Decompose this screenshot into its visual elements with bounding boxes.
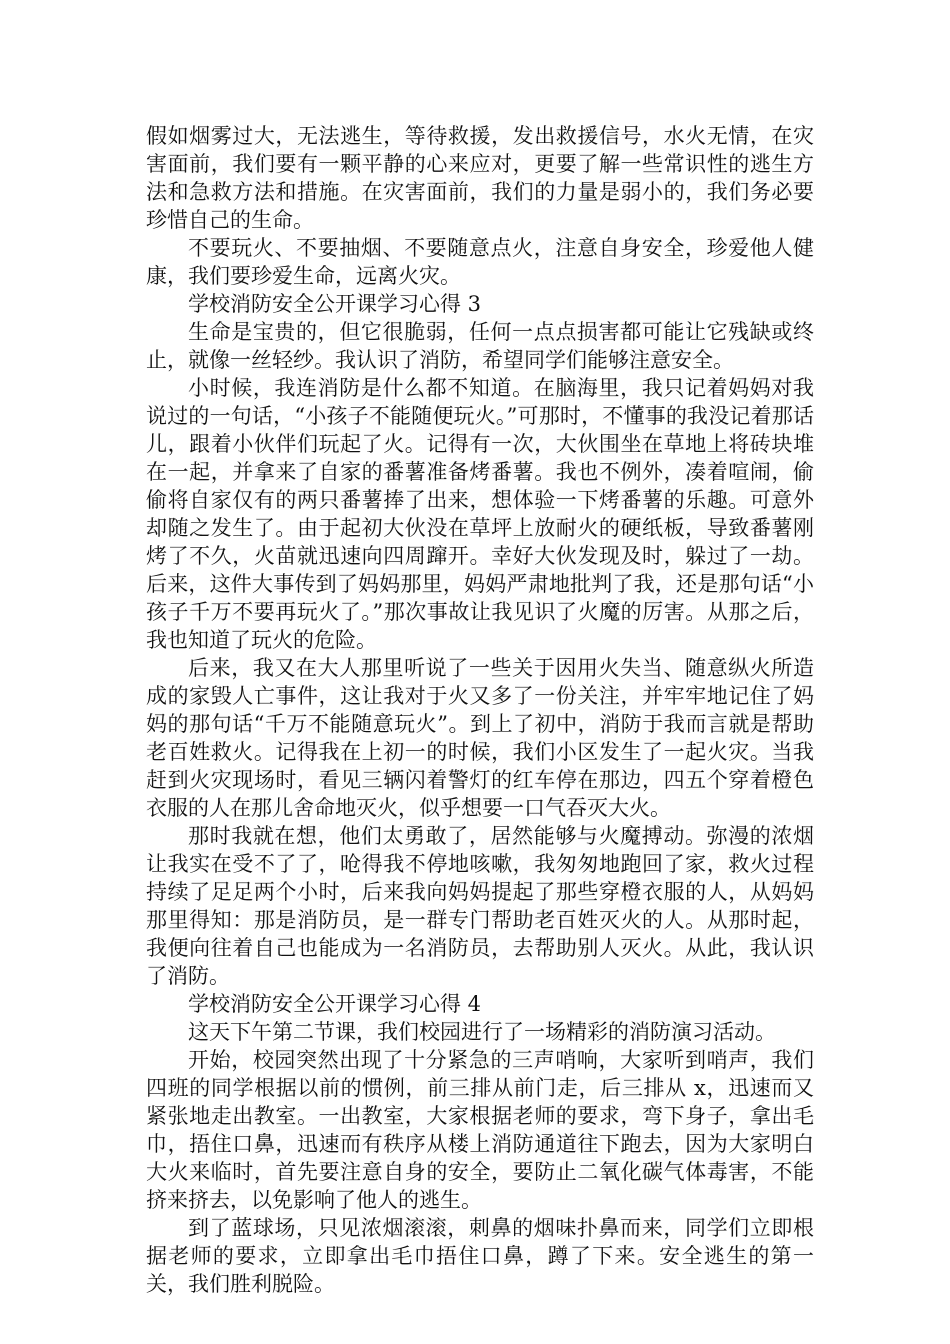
paragraph-body: 后来，我又在大人那里听说了一些关于因用火失当、随意纵火所造成的家毁人亡事件，这让我对于火又多了一份关注，并牢牢地记住了妈妈的那句话“千万不能随意玩火”。到上了初中，消防于我而言就是帮助老百姓救火。记得我在上初一的时候，我们小区发生了一起火灾。当我赶到火灾现场时，看见三辆闪着警灯的红车停在那边，四五个穿着橙色衣服的人在那儿舍命地灭火，似乎想要一口气吞灭大火。 [146, 656, 814, 820]
paragraph-continuation: 假如烟雾过大，无法逃生，等待救援，发出救援信号，水火无情，在灾害面前，我们要有一颗平静的心来应对，更要了解一些常识性的逃生方法和急救方法和措施。在灾害面前，我们的力量是弱小的，我们务必要珍惜自己的生命。 [146, 124, 814, 232]
paragraph-body: 开始，校园突然出现了十分紧急的三声哨响，大家听到哨声，我们四班的同学根据以前的惯例，前三排从前门走，后三排从 x，迅速而又紧张地走出教室。一出教室，大家根据老师的要求，弯下身子，拿出毛巾，捂住口鼻，迅速而有秩序从楼上消防通道往下跑去，因为大家明白大火来临时，首先要注意自身的安全，要防止二氧化碳气体毒害，不能挤来挤去，以免影响了他人的逃生。 [146, 1048, 814, 1212]
paragraph-body: 生命是宝贵的，但它很脆弱，任何一点点损害都可能让它残缺或终止，就像一丝轻纱。我认识了消防，希望同学们能够注意安全。 [146, 320, 814, 372]
document-page [146, 122, 814, 1298]
section-heading-3: 学校消防安全公开课学习心得 3 [188, 292, 482, 316]
paragraph-body: 小时候，我连消防是什么都不知道。在脑海里，我只记着妈妈对我说过的一句话，“小孩子不能随便玩火。”可那时，不懂事的我没记着那话儿，跟着小伙伴们玩起了火。记得有一次，大伙围坐在草地上将砖块堆在一起，并拿来了自家的番薯准备烤番薯。我也不例外，凑着喧闹，偷偷将自家仅有的两只番薯捧了出来，想体验一下烤番薯的乐趣。可意外却随之发生了。由于起初大伙没在草坪上放耐火的硬纸板，导致番薯刚烤了不久，火苗就迅速向四周蹿开。幸好大伙发现及时，躲过了一劫。后来，这件大事传到了妈妈那里，妈妈严肃地批判了我，还是那句话“小孩子千万不要再玩火了。”那次事故让我见识了火魔的厉害。从那之后，我也知道了玩火的危险。 [146, 376, 814, 652]
paragraph-body: 不要玩火、不要抽烟、不要随意点火，注意自身安全，珍爱他人健康，我们要珍爱生命，远离火灾。 [146, 236, 814, 288]
section-heading-4: 学校消防安全公开课学习心得 4 [188, 992, 482, 1016]
paragraph-body: 那时我就在想，他们太勇敢了，居然能够与火魔搏动。弥漫的浓烟让我实在受不了了，呛得我不停地咳嗽，我匆匆地跑回了家，救火过程持续了足足两个小时，后来我向妈妈提起了那些穿橙衣服的人，从妈妈那里得知：那是消防员，是一群专门帮助老百姓灭火的人。从那时起，我便向往着自己也能成为一名消防员，去帮助别人灭火。从此，我认识了消防。 [146, 824, 814, 988]
paragraph-body: 到了蓝球场，只见浓烟滚滚，刺鼻的烟味扑鼻而来，同学们立即根据老师的要求，立即拿出毛巾捂住口鼻，蹲了下来。安全逃生的第一关，我们胜利脱险。 [146, 1216, 814, 1296]
paragraph-body: 这天下午第二节课，我们校园进行了一场精彩的消防演习活动。 [188, 1020, 776, 1044]
